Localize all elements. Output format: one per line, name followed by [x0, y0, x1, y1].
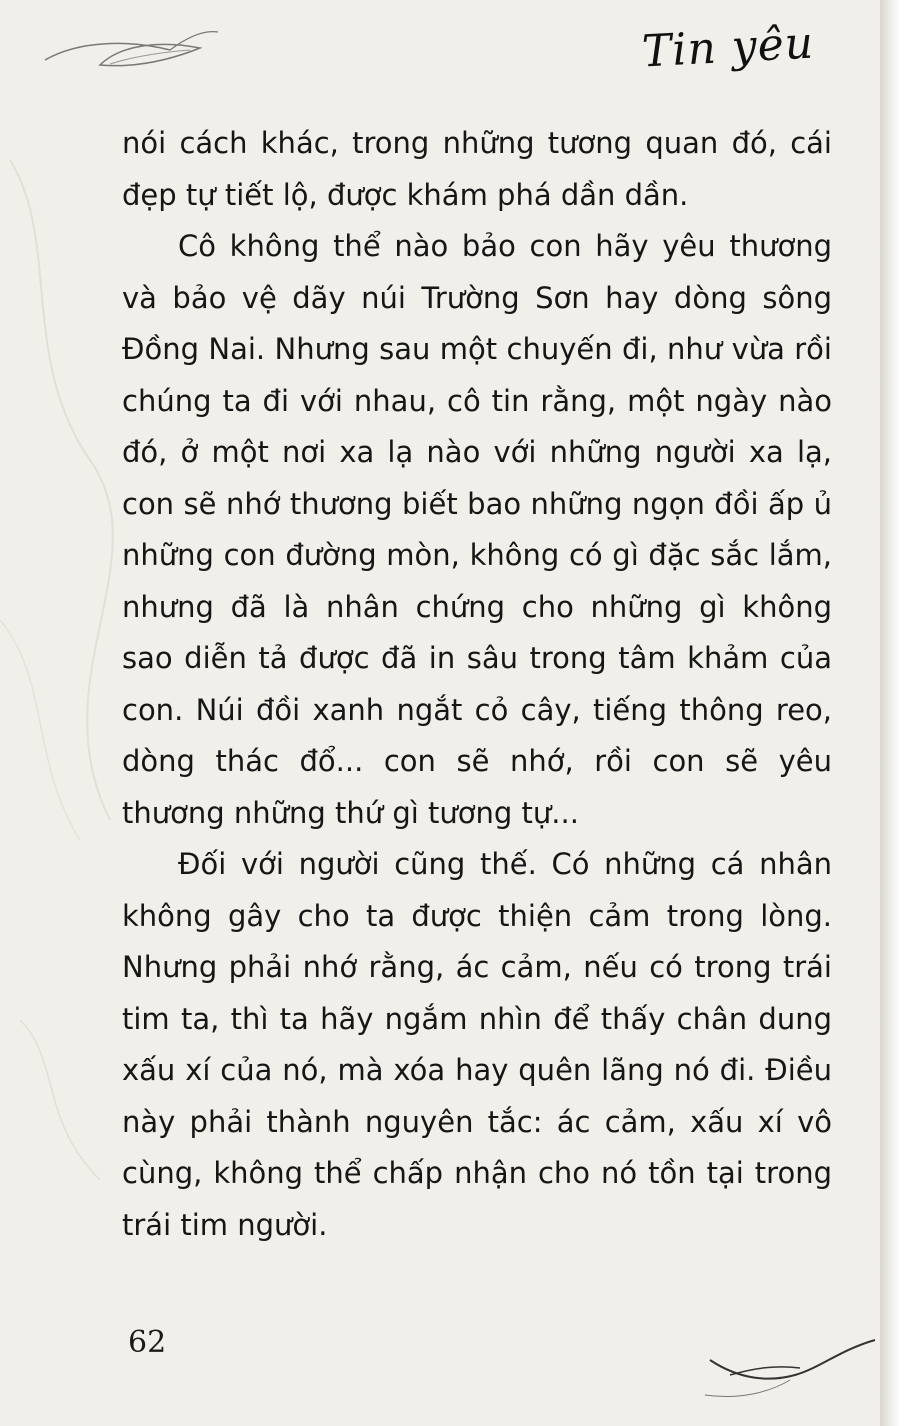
paragraph: Cô không thể nào bảo con hãy yêu thương và bảo vệ dãy núi Trường Sơn hay dòng sông Đồng Nai. Nhưng sau một chuyến đi, như vừa rồi chúng ta đi với nhau, cô tin rằng, một ngày nào đó, ở một nơi xa lạ nào với những người xa lạ, con sẽ nhớ thương biết bao những ngọn đồi ấp ủ những con đường mòn, không có gì đặc sắc lắm, nhưng đã là nhân chứng cho những gì không sao diễn tả được đã in sâu trong tâm khảm của con. Núi đồi xanh ngắt cỏ cây, tiếng thông reo, dòng thác đổ... con sẽ nhớ, rồi con sẽ yêu thương những thứ gì tương tự...	[122, 229, 832, 830]
page-body	[122, 118, 832, 1251]
running-header: Tin yêu	[640, 17, 816, 78]
page-edge	[880, 0, 900, 1426]
paragraph-continued: nói cách khác, trong những tương quan đó, cái đẹp tự tiết lộ, được khám phá dần dần.	[122, 126, 832, 212]
leaf-flourish-icon	[40, 20, 220, 90]
page-number: 62	[128, 1325, 167, 1360]
paragraph: Đối với người cũng thế. Có những cá nhân không gây cho ta được thiện cảm trong lòng. Nhưng phải nhớ rằng, ác cảm, nếu có trong trái tim ta, thì ta hãy ngắm nhìn để thấy chân dung xấu xí của nó, mà xóa hay quên lãng nó đi. Điều này phải thành nguyên tắc: ác cảm, xấu xí vô cùng, không thể chấp nhận cho nó tồn tại trong trái tim người.	[122, 847, 832, 1242]
swash-flourish-icon	[700, 1320, 880, 1410]
